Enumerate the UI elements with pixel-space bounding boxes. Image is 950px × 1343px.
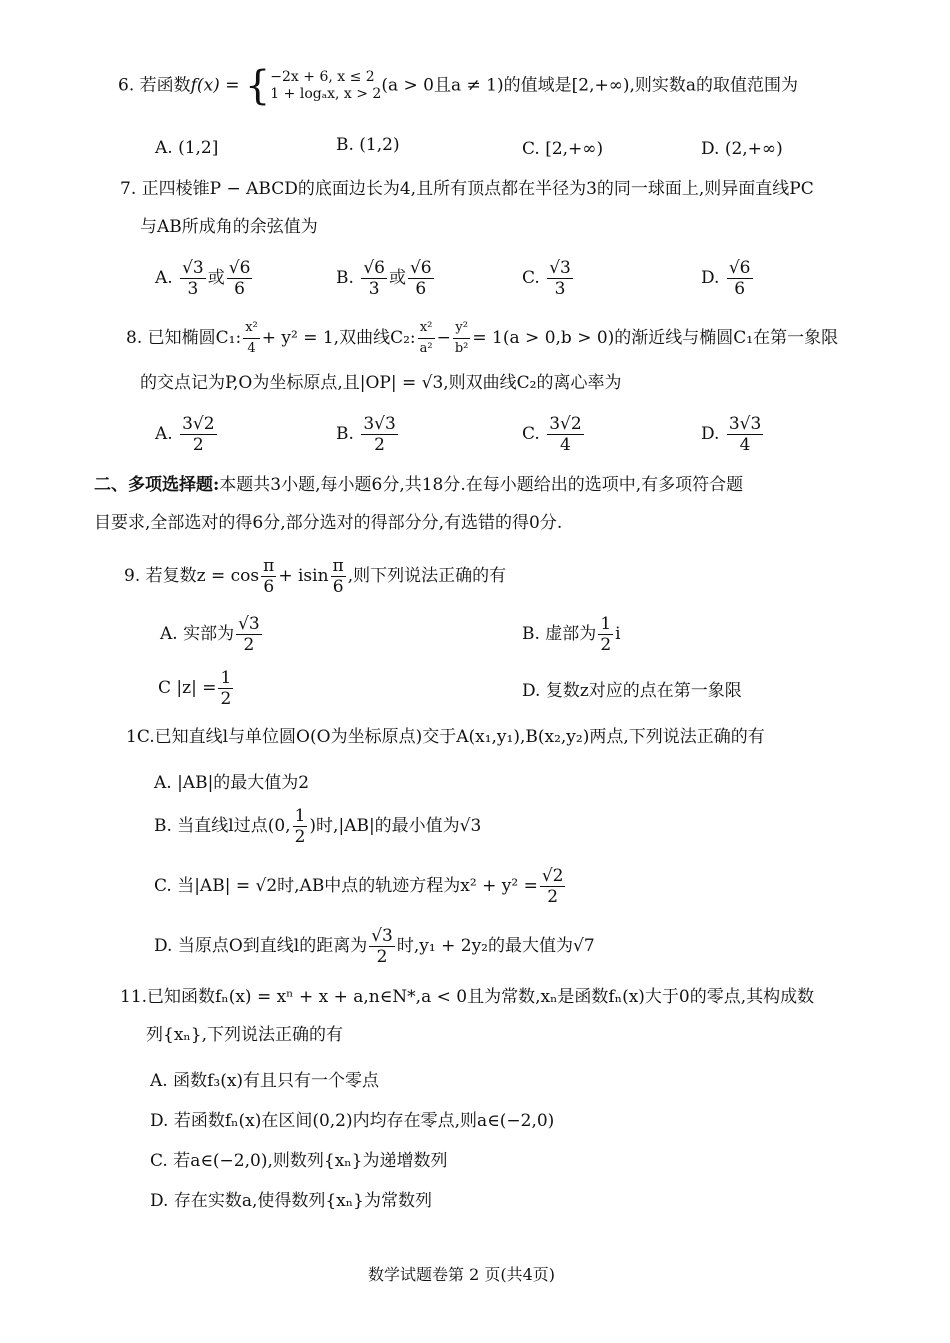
q8-hyp-frac2	[453, 318, 471, 359]
q9-b-lead: B. 虚部为	[522, 624, 597, 644]
q6-tail: 的值域是[2,+∞),则实数a的取值范围为	[503, 75, 799, 96]
q8-stem-line1	[126, 318, 838, 359]
q7-a-n2: √6	[228, 258, 251, 278]
q6-option-b: B. (1,2)	[336, 135, 400, 155]
q9-a-den: 2	[243, 635, 255, 655]
q8-a-frac	[180, 414, 216, 455]
q7-a-frac2	[227, 258, 253, 299]
q8-h-den2: b²	[454, 341, 469, 356]
q9-a-frac	[236, 614, 262, 655]
q8-label-b: B.	[336, 424, 354, 444]
q7-d-n: √6	[728, 258, 751, 278]
q10-option-c	[154, 866, 567, 907]
q10-option-d	[154, 926, 595, 967]
q10-c-frac	[540, 866, 566, 907]
q10-c-lead: C. 当|AB| = √2时,AB中点的轨迹方程为x² + y² =	[154, 876, 538, 896]
section2-title: 二、多项选择题:	[94, 475, 220, 495]
q9-option-d: D. 复数z对应的点在第一象限	[522, 681, 742, 701]
q8-option-d	[701, 414, 765, 455]
q10-stem	[126, 726, 765, 748]
q10-b-tail: )时,|AB|的最小值为√3	[309, 816, 482, 836]
q7-a-d2: 6	[234, 279, 245, 299]
q10-b-num: 1	[294, 806, 306, 826]
q11-option-d: D. 存在实数a,使得数列{xₙ}为常数列	[150, 1191, 432, 1211]
q6-case1: −2x + 6, x ≤ 2	[270, 69, 375, 85]
q7-option-b	[336, 258, 436, 299]
q9-option-c	[158, 668, 235, 709]
q7-c-n: √3	[549, 258, 571, 278]
section2-line1: 本题共3小题,每小题6分,共18分.在每小题给出的选项中,有多项符合题	[219, 475, 744, 495]
q6-lead: 若函数	[139, 75, 191, 96]
q8-b-n: 3√3	[363, 414, 396, 434]
q8-b-d: 2	[374, 435, 385, 455]
q10-c-den: 2	[547, 887, 559, 907]
q7-label-d: D.	[701, 268, 720, 288]
q11-option-b: D. 若函数fₙ(x)在区间(0,2)内均存在零点,则a∈(−2,0)	[150, 1111, 555, 1131]
q8-label-a: A.	[155, 424, 173, 444]
q9-pi1: π	[263, 556, 275, 576]
q8-p2: = 1(a > 0,b > 0)的渐近线与椭圆C₁在第一象限	[472, 328, 839, 348]
q9-option-a	[160, 614, 264, 655]
q8-p1: 已知椭圆C₁:	[147, 328, 242, 348]
q7-d-frac	[727, 258, 753, 299]
q10-stem-text: 已知直线l与单位圆O(O为坐标原点)交于A(x₁,y₁),B(x₂,y₂)两点,下列说法正确的有	[154, 727, 765, 747]
q7-line1: 正四棱锥P − ABCD的底面边长为4,且所有顶点都在半径为3的同一球面上,则异面直线PC	[141, 179, 814, 199]
q9-pi2: π	[332, 556, 344, 576]
q10-d-frac	[369, 926, 395, 967]
q10-option-b	[154, 806, 481, 847]
q10-c-num: √2	[541, 866, 564, 886]
q6-fx: f(x) =	[190, 75, 240, 96]
q9-six2: 6	[332, 577, 344, 597]
q8-b-frac	[361, 414, 397, 455]
q9-b-num: 1	[600, 614, 612, 634]
q8-minus: −	[436, 328, 451, 348]
q10-d-tail: 时,y₁ + 2y₂的最大值为√7	[396, 936, 595, 956]
q9-c-num: 1	[220, 668, 232, 688]
q7-option-d	[701, 258, 755, 299]
q7-b-d2: 6	[415, 279, 427, 299]
q10-b-frac	[293, 806, 308, 847]
q7-c-frac	[547, 258, 573, 299]
q7-c-d: 3	[554, 279, 566, 299]
q7-b-frac1	[361, 258, 387, 299]
q7-stem-line1	[120, 178, 814, 200]
q8-c-n: 3√2	[549, 414, 582, 434]
q7-b-n1: √6	[363, 258, 385, 278]
q6-option-c: C. [2,+∞)	[522, 139, 604, 159]
q7-option-c	[522, 258, 575, 299]
q8-ellipse-frac	[243, 318, 260, 359]
q8-a-n: 3√2	[182, 414, 215, 434]
section2-header-line1	[94, 474, 743, 496]
q7-a-n1: √3	[182, 258, 204, 278]
q9-option-b	[522, 614, 621, 655]
q6-case2: 1 + logₐx, x > 2	[270, 86, 382, 102]
q7-option-a	[155, 258, 254, 299]
q8-c-frac	[547, 414, 583, 455]
q6-piecewise	[270, 69, 381, 103]
q9-b-tail: i	[615, 624, 621, 644]
q11-option-a: A. 函数f₃(x)有且只有一个零点	[150, 1071, 380, 1091]
q7-b-n2: √6	[409, 258, 432, 278]
q9-six1: 6	[263, 577, 275, 597]
q9-lead: 若复数z = cos	[145, 566, 260, 586]
q7-b-or: 或	[388, 268, 406, 288]
q9-a-lead: A. 实部为	[160, 624, 235, 644]
q11-stem-line2: 列{xₙ},下列说法正确的有	[146, 1025, 343, 1045]
q10-d-den: 2	[376, 947, 388, 967]
q7-label-c: C.	[522, 268, 540, 288]
q6-brace: {	[244, 63, 271, 109]
page-footer: 数学试题卷第 2 页(共4页)	[368, 1265, 556, 1284]
q9-number: 9.	[124, 566, 141, 586]
q11-line1: 已知函数fₙ(x) = xⁿ + x + a,n∈N*,a < 0且为常数,xₙ是函数fₙ(x)大于0的零点,其构成数	[147, 987, 815, 1007]
q8-h-den1: a²	[419, 341, 433, 356]
q9-b-frac	[598, 614, 613, 655]
q6-condition: (a > 0且a ≠ 1)	[381, 75, 504, 96]
q8-option-a	[155, 414, 219, 455]
q11-option-c: C. 若a∈(−2,0),则数列{xₙ}为递增数列	[150, 1151, 448, 1171]
q6-number: 6.	[118, 75, 135, 96]
q8-h-num1: x²	[418, 318, 435, 339]
q9-c-frac	[218, 668, 233, 709]
q8-a-d: 2	[192, 435, 204, 455]
q9-c-lead: C |z| =	[158, 678, 217, 698]
q7-label-b: B.	[336, 268, 354, 288]
q7-number: 7.	[120, 179, 137, 199]
q6-option-a: A. (1,2]	[155, 138, 219, 158]
q9-frac1	[261, 556, 276, 597]
q7-a-d1: 3	[187, 279, 199, 299]
q11-stem-line1	[120, 986, 814, 1008]
q10-b-lead: B. 当直线l过点(0,	[154, 816, 291, 836]
q7-stem-line2: 与AB所成角的余弦值为	[140, 217, 318, 237]
q11-number: 11.	[120, 987, 148, 1007]
q8-c-d: 4	[560, 435, 571, 455]
q10-number: 1C.	[126, 727, 155, 747]
q9-c-den: 2	[220, 689, 232, 709]
q8-h-num2: y²	[453, 318, 471, 339]
q7-label-a: A.	[155, 268, 173, 288]
q6-option-d: D. (2,+∞)	[701, 139, 783, 159]
q8-e-den: 4	[247, 341, 256, 356]
q9-plus: + isin	[278, 566, 329, 586]
q9-stem	[124, 556, 506, 597]
q8-option-c	[522, 414, 586, 455]
q8-label-d: D.	[701, 424, 720, 444]
q7-a-or: 或	[207, 268, 225, 288]
q8-e-num: x²	[243, 318, 260, 339]
q9-frac2	[331, 556, 346, 597]
q8-d-n: 3√3	[728, 414, 762, 434]
q9-tail: ,则下列说法正确的有	[347, 566, 507, 586]
q8-d-frac	[727, 414, 763, 455]
q8-hyp-frac1	[418, 318, 435, 359]
q7-b-d1: 3	[368, 279, 380, 299]
q10-b-den: 2	[294, 827, 306, 847]
q7-a-frac1	[180, 258, 206, 299]
q8-d-d: 4	[739, 435, 751, 455]
q8-e-tail: + y² = 1,双曲线C₂:	[261, 328, 416, 348]
q9-a-num: √3	[238, 614, 260, 634]
q10-option-a: A. |AB|的最大值为2	[154, 773, 310, 793]
q8-stem-line2: 的交点记为P,O为坐标原点,且|OP| = √3,则双曲线C₂的离心率为	[140, 373, 622, 393]
q10-d-lead: D. 当原点O到直线l的距离为	[154, 936, 368, 956]
q8-option-b	[336, 414, 400, 455]
section2-header-line2: 目要求,全部选对的得6分,部分选对的得部分分,有选错的得0分.	[94, 513, 563, 533]
q7-b-frac2	[408, 258, 434, 299]
q8-number: 8.	[126, 328, 143, 348]
q6-stem	[118, 63, 799, 109]
q8-label-c: C.	[522, 424, 540, 444]
q9-b-den: 2	[600, 635, 612, 655]
q7-d-d: 6	[734, 279, 746, 299]
q10-d-num: √3	[371, 926, 393, 946]
